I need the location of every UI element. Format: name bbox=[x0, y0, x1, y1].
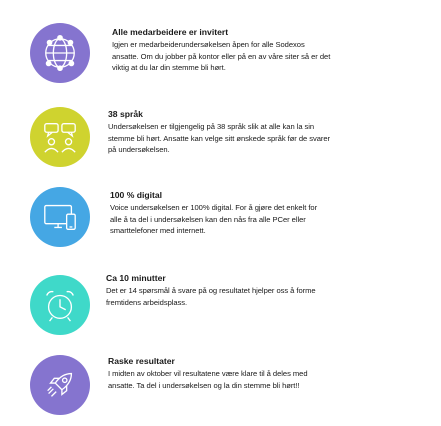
item-line: Voice undersøkelsen er 100% digital. For å gjøre det enkelt for bbox=[110, 203, 318, 212]
conversation-bubbles-icon bbox=[30, 107, 90, 167]
globe-network-icon bbox=[30, 23, 90, 83]
rocket-icon bbox=[30, 355, 90, 415]
item-line: på undersøkelsen. bbox=[108, 145, 170, 155]
item-title: 100 % digital bbox=[110, 190, 163, 200]
devices-icon bbox=[30, 187, 90, 247]
item-title: 38 språk bbox=[108, 109, 143, 119]
item-line: I midten av oktober vil resultatene være klare til å deles med bbox=[108, 369, 308, 378]
item-title: Alle medarbeidere er invitert bbox=[112, 27, 229, 37]
item-line: fremtidens arbeidsplass. bbox=[106, 297, 188, 307]
item-line: ansatte. Ta del i undersøkelsen og la din stemme bli hørt!! bbox=[108, 380, 300, 390]
item-line: Igjen er medarbeiderundersøkelsen åpen for alle Sodexos bbox=[112, 40, 305, 49]
item-line: smarttelefoner med internett. bbox=[110, 226, 206, 236]
item-title: Raske resultater bbox=[108, 356, 175, 366]
item-line: alle å ta del i undersøkelsen kan den nås fra alle PCer eller bbox=[110, 214, 306, 224]
item-line: ansatte. Om du jobber på kontor eller på en av våre siter så er det bbox=[112, 51, 331, 61]
item-line: stemme bli hørt. Ansatte kan velge sitt ønskede språk før de svarer bbox=[108, 133, 331, 143]
item-line: viktig at du lar din stemme bli hørt. bbox=[112, 63, 226, 73]
item-line: Undersøkelsen er tilgjengelig på 38 språk slik at alle kan la sin bbox=[108, 122, 315, 131]
alarm-clock-icon bbox=[30, 275, 90, 335]
item-title: Ca 10 minutter bbox=[106, 273, 166, 283]
item-line: Det er 14 spørsmål å svare på og resultatet hjelper oss å forme bbox=[106, 286, 316, 295]
